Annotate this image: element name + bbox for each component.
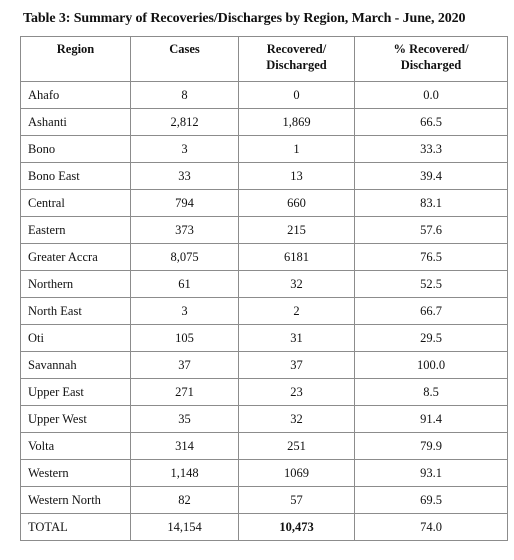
region-cell: Bono East [21, 163, 131, 190]
cases-cell: 105 [131, 325, 239, 352]
percent-cell: 39.4 [355, 163, 508, 190]
table-row [21, 82, 508, 109]
table-row [21, 136, 508, 163]
header-recovered-line2: Discharged [266, 58, 327, 72]
recoveries-table [20, 36, 508, 541]
table-row [21, 406, 508, 433]
region-cell: Northern [21, 271, 131, 298]
percent-cell: 93.1 [355, 460, 508, 487]
cases-cell: 35 [131, 406, 239, 433]
region-cell: Upper East [21, 379, 131, 406]
cases-cell: 82 [131, 487, 239, 514]
total-recovered-cell: 10,473 [239, 514, 355, 541]
percent-cell: 0.0 [355, 82, 508, 109]
table-body [21, 82, 508, 541]
percent-cell: 79.9 [355, 433, 508, 460]
cases-cell: 271 [131, 379, 239, 406]
recovered-cell: 215 [239, 217, 355, 244]
recovered-cell: 251 [239, 433, 355, 460]
region-cell: North East [21, 298, 131, 325]
percent-cell: 8.5 [355, 379, 508, 406]
table-row [21, 244, 508, 271]
percent-cell: 66.7 [355, 298, 508, 325]
percent-cell: 57.6 [355, 217, 508, 244]
recovered-cell: 31 [239, 325, 355, 352]
total-label-cell: TOTAL [21, 514, 131, 541]
header-percent [355, 37, 508, 82]
cases-cell: 373 [131, 217, 239, 244]
region-cell: Ahafo [21, 82, 131, 109]
header-recovered-line1: Recovered/ [266, 42, 327, 56]
percent-cell: 69.5 [355, 487, 508, 514]
table-row [21, 190, 508, 217]
table-caption: Table 3: Summary of Recoveries/Discharges by Region, March - June, 2020 [23, 11, 466, 26]
cases-cell: 3 [131, 298, 239, 325]
table-row [21, 352, 508, 379]
region-cell: Western North [21, 487, 131, 514]
cases-cell: 8,075 [131, 244, 239, 271]
header-cases [131, 37, 239, 82]
recovered-cell: 6181 [239, 244, 355, 271]
table-row [21, 487, 508, 514]
cases-cell: 1,148 [131, 460, 239, 487]
table-row [21, 217, 508, 244]
header-percent-line1: % Recovered/ [393, 42, 469, 56]
total-row [21, 514, 508, 541]
header-region [21, 37, 131, 82]
cases-cell: 3 [131, 136, 239, 163]
cases-cell: 794 [131, 190, 239, 217]
region-cell: Ashanti [21, 109, 131, 136]
table-row [21, 298, 508, 325]
table-row [21, 271, 508, 298]
recovered-cell: 1,869 [239, 109, 355, 136]
table-row [21, 433, 508, 460]
table-row [21, 163, 508, 190]
region-cell: Savannah [21, 352, 131, 379]
region-cell: Greater Accra [21, 244, 131, 271]
header-cases-label: Cases [169, 42, 200, 56]
recovered-cell: 660 [239, 190, 355, 217]
cases-cell: 61 [131, 271, 239, 298]
percent-cell: 100.0 [355, 352, 508, 379]
region-cell: Bono [21, 136, 131, 163]
header-region-label: Region [56, 42, 95, 56]
table-row [21, 460, 508, 487]
recovered-cell: 13 [239, 163, 355, 190]
recovered-cell: 0 [239, 82, 355, 109]
recovered-cell: 37 [239, 352, 355, 379]
recovered-cell: 1069 [239, 460, 355, 487]
header-row [21, 37, 508, 82]
recovered-cell: 2 [239, 298, 355, 325]
region-cell: Western [21, 460, 131, 487]
recovered-cell: 23 [239, 379, 355, 406]
recovered-cell: 1 [239, 136, 355, 163]
percent-cell: 52.5 [355, 271, 508, 298]
recovered-cell: 32 [239, 271, 355, 298]
table-row [21, 379, 508, 406]
percent-cell: 33.3 [355, 136, 508, 163]
total-cases-cell: 14,154 [131, 514, 239, 541]
header-percent-line2: Discharged [400, 58, 462, 72]
cases-cell: 2,812 [131, 109, 239, 136]
cases-cell: 37 [131, 352, 239, 379]
region-cell: Upper West [21, 406, 131, 433]
percent-cell: 83.1 [355, 190, 508, 217]
region-cell: Volta [21, 433, 131, 460]
percent-cell: 66.5 [355, 109, 508, 136]
cases-cell: 8 [131, 82, 239, 109]
table-row [21, 109, 508, 136]
cases-cell: 314 [131, 433, 239, 460]
table-row [21, 325, 508, 352]
region-cell: Oti [21, 325, 131, 352]
percent-cell: 29.5 [355, 325, 508, 352]
percent-cell: 91.4 [355, 406, 508, 433]
total-percent-cell: 74.0 [355, 514, 508, 541]
region-cell: Eastern [21, 217, 131, 244]
header-recovered [239, 37, 355, 82]
recovered-cell: 32 [239, 406, 355, 433]
percent-cell: 76.5 [355, 244, 508, 271]
region-cell: Central [21, 190, 131, 217]
cases-cell: 33 [131, 163, 239, 190]
recovered-cell: 57 [239, 487, 355, 514]
